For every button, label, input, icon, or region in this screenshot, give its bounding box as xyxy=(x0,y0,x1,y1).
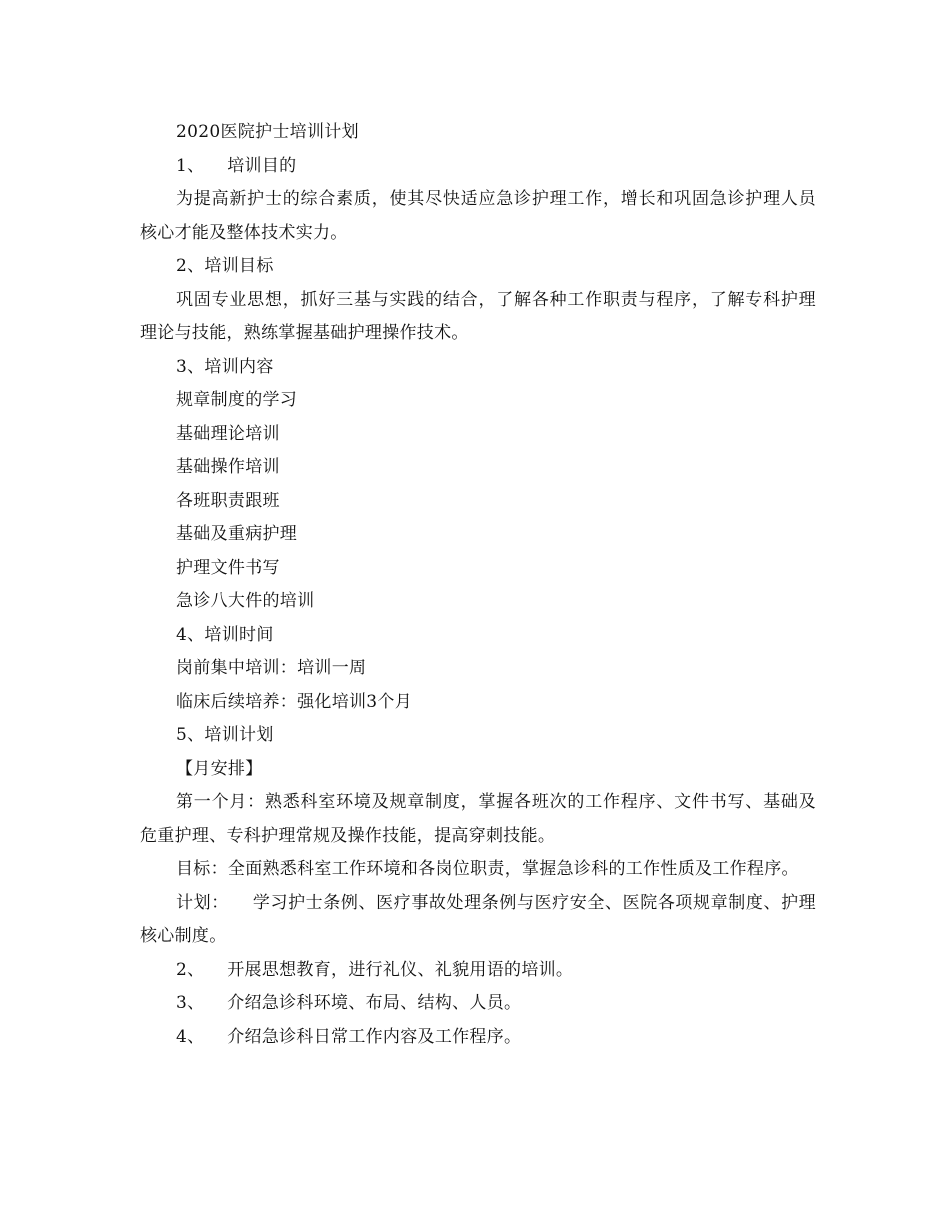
list-item: 4、 介绍急诊科日常工作内容及工作程序。 xyxy=(176,1026,522,1047)
paragraph-time-pre: 岗前集中培训：培训一周 xyxy=(176,658,367,678)
list-item: 基础操作培训 xyxy=(176,457,280,477)
list-item: 2、 开展思想教育，进行礼仪、礼貌用语的培训。 xyxy=(176,959,574,980)
section-heading-time: 4、培训时间 xyxy=(176,624,274,645)
section-heading-goal: 2、培训目标 xyxy=(176,256,274,276)
paragraph-purpose: 为提高新护士的综合素质，使其尽快适应急诊护理工作，增长和巩固急诊护理人员核心才能及整体技术实力。 xyxy=(140,189,816,243)
paragraph-plan: 计划： 学习护士条例、医疗事故处理条例与医疗安全、医院各项规章制度、护理核心制度。 xyxy=(140,892,816,946)
paragraph-time-clinical: 临床后续培养：强化培训3个月 xyxy=(176,691,413,712)
paragraph-target: 目标：全面熟悉科室工作环境和各岗位职责，掌握急诊科的工作性质及工作程序。 xyxy=(176,859,799,879)
paragraph-goal: 巩固专业思想，抓好三基与实践的结合，了解各种工作职责与程序，了解专科护理理论与技能，熟练掌握基础护理操作技术。 xyxy=(140,289,816,343)
list-item: 护理文件书写 xyxy=(176,557,280,578)
section-heading-purpose: 1、 培训目的 xyxy=(176,155,297,176)
document-body xyxy=(140,116,816,1054)
paragraph-first-month: 第一个月：熟悉科室环境及规章制度，掌握各班次的工作程序、文件书写、基础及危重护理、专科护理常规及操作技能，提高穿刺技能。 xyxy=(140,792,816,846)
list-item: 规章制度的学习 xyxy=(176,390,298,410)
section-heading-plan: 5、培训计划 xyxy=(176,725,274,745)
list-item: 基础及重病护理 xyxy=(176,524,298,544)
list-item: 各班职责跟班 xyxy=(176,490,280,511)
list-item: 3、 介绍急诊科环境、布局、结构、人员。 xyxy=(176,993,522,1013)
document-title: 2020医院护士培训计划 xyxy=(176,122,359,142)
list-item: 急诊八大件的培训 xyxy=(176,591,315,611)
subheading-monthly: 【月安排】 xyxy=(176,758,263,779)
section-heading-content: 3、培训内容 xyxy=(176,356,274,377)
list-item: 基础理论培训 xyxy=(176,423,280,444)
